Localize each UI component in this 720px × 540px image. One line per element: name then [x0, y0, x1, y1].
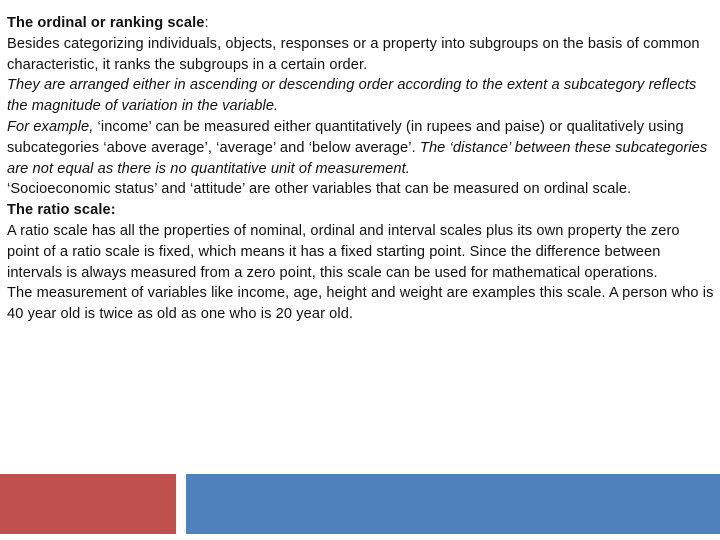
ordinal-heading-colon: : [204, 15, 209, 31]
ratio-paragraph-1: A ratio scale has all the properties of nominal, ordinal and interval scales plus its own property the zero point of a ratio scale is fixed, which means it has a fixed starting point. Since the difference between intervals is always measured from a zero point, this scale can be used for mathematical operations. [7, 222, 680, 281]
ratio-paragraph-2: The measurement of variables like income, age, height and weight are examples this scale. A person who is 40 year old is twice as old as one who is 20 year old. [7, 285, 714, 323]
example-lead: For example, [7, 118, 94, 135]
distance-note: The ‘distance’ between these subcategories are not equal as there is no quantitative unit of measurement. [7, 139, 708, 177]
ordinal-scale-heading: The ordinal or ranking scale [7, 15, 205, 31]
ordinal-paragraph-2: They are arranged either in ascending or descending order according to the extent a subcategory reflects the magnitude of variation in the variable. [7, 77, 697, 115]
footer-accent-red [0, 474, 176, 534]
ratio-scale-heading: The ratio scale: [7, 202, 116, 219]
footer-accent-blue [186, 474, 720, 534]
ordinal-paragraph-1: Besides categorizing individuals, objects, responses or a property into subgroups on the basis of common characteristic, it ranks the subgroups in a certain order. [7, 35, 700, 73]
ordinal-heading-line [7, 13, 715, 34]
slide-body [7, 13, 715, 325]
example-text: ‘income’ can be measured either quantitatively (in rupees and paise) or qualitatively using subcategories ‘above average’, ‘average’ and ‘below average’. [7, 118, 684, 156]
ordinal-paragraph-4: ‘Socioeconomic status’ and ‘attitude’ are other variables that can be measured on ordinal scale. [7, 181, 632, 198]
ordinal-paragraph-3 [7, 117, 715, 179]
